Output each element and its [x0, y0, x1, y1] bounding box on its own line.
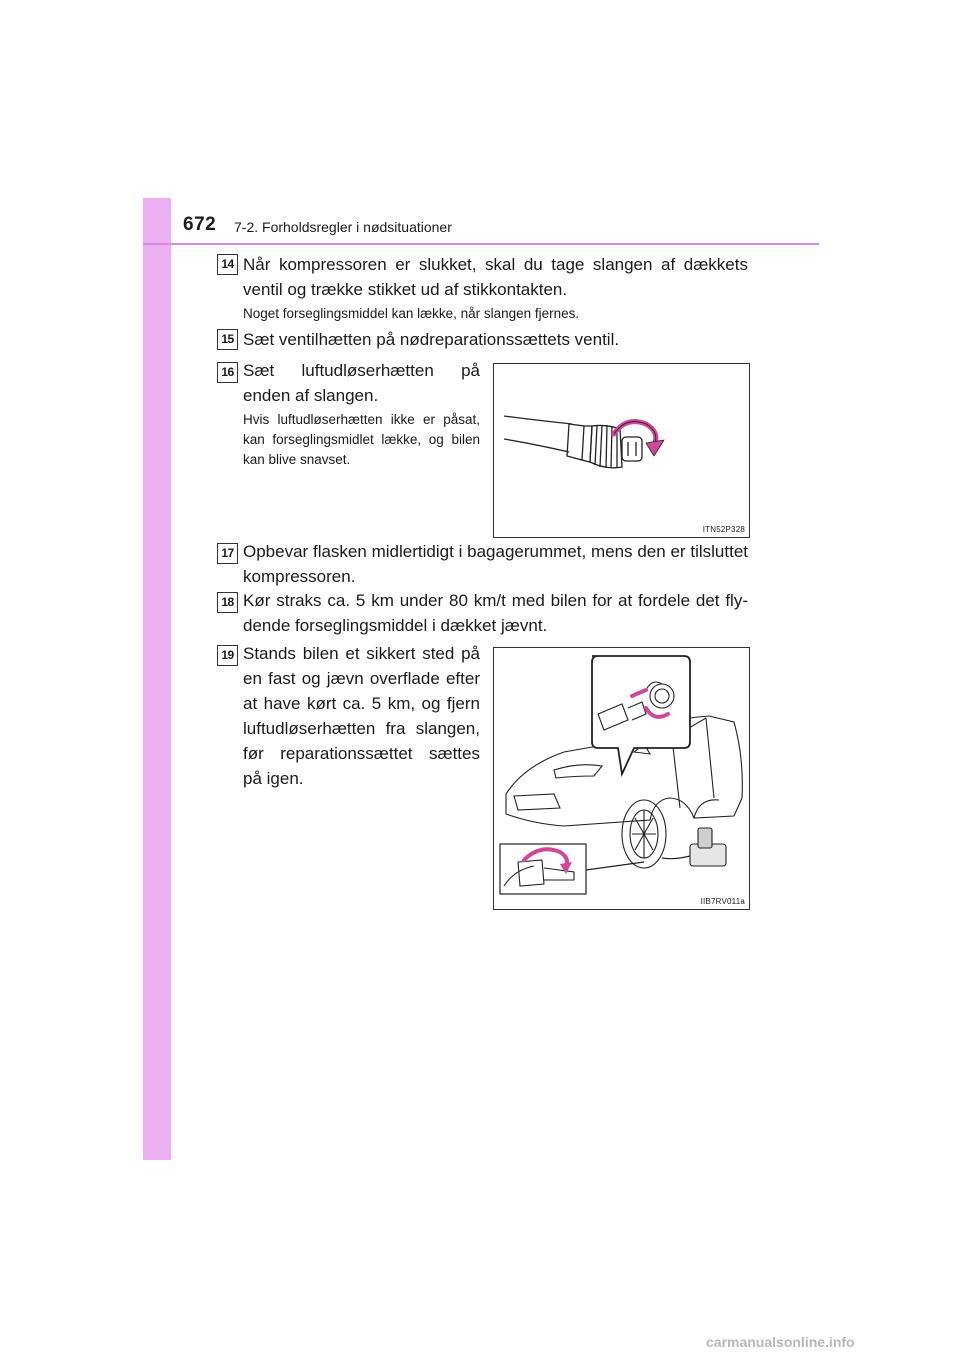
section-title: 7-2. Forholdsregler i nødsituationer	[234, 219, 452, 235]
footer-watermark: carmanualsonline.info	[706, 1334, 855, 1350]
step-number-17: 17	[217, 543, 238, 564]
step-16-text: Sæt luftudløserhætten på enden af slangen.	[243, 361, 480, 405]
step-18-text: Kør straks ca. 5 km under 80 km/t med bilen for at fordele det fly-dende forseglingsmiddel i dækket jævnt.	[243, 591, 748, 635]
car-repair-figure	[493, 647, 750, 910]
step-15-text: Sæt ventilhætten på nødreparationssættets ventil.	[243, 330, 620, 349]
step-number-14: 14	[217, 254, 238, 275]
step-14-note: Noget forseglingsmiddel kan lække, når slangen fjernes.	[243, 306, 580, 321]
step-16-note: Hvis luftudløserhætten ikke er påsat, kan forseglingsmidlet lække, og bilen kan blive snavset.	[243, 412, 480, 467]
step-14-text: Når kompressoren er slukket, skal du tage slangen af dækkets ventil og trække stikket ud af stikkontakten.	[243, 255, 748, 299]
step-number-18: 18	[217, 592, 238, 613]
figure-code: IIB7RV011a	[700, 897, 745, 906]
header-rule	[143, 243, 819, 245]
page-number: 672	[183, 214, 217, 235]
step-number-19: 19	[217, 645, 238, 666]
figure-code: ITN52P328	[702, 525, 745, 534]
step-19-text: Stands bilen et sikkert sted på en fast og jævn overflade efter at have kørt ca. 5 km, og fjern luftudløserhætten fra slangen, før reparationssættet sættes på igen.	[243, 644, 480, 788]
step-number-15: 15	[217, 329, 238, 350]
step-number-16: 16	[217, 362, 238, 383]
step-17-text: Opbevar flasken midlertidigt i bagagerummet, mens den er tilsluttet kompressoren.	[243, 542, 748, 586]
car-repair-illustration	[494, 648, 750, 910]
hose-cap-illustration	[494, 364, 750, 538]
side-color-band	[143, 198, 171, 1160]
hose-cap-figure	[493, 363, 750, 538]
